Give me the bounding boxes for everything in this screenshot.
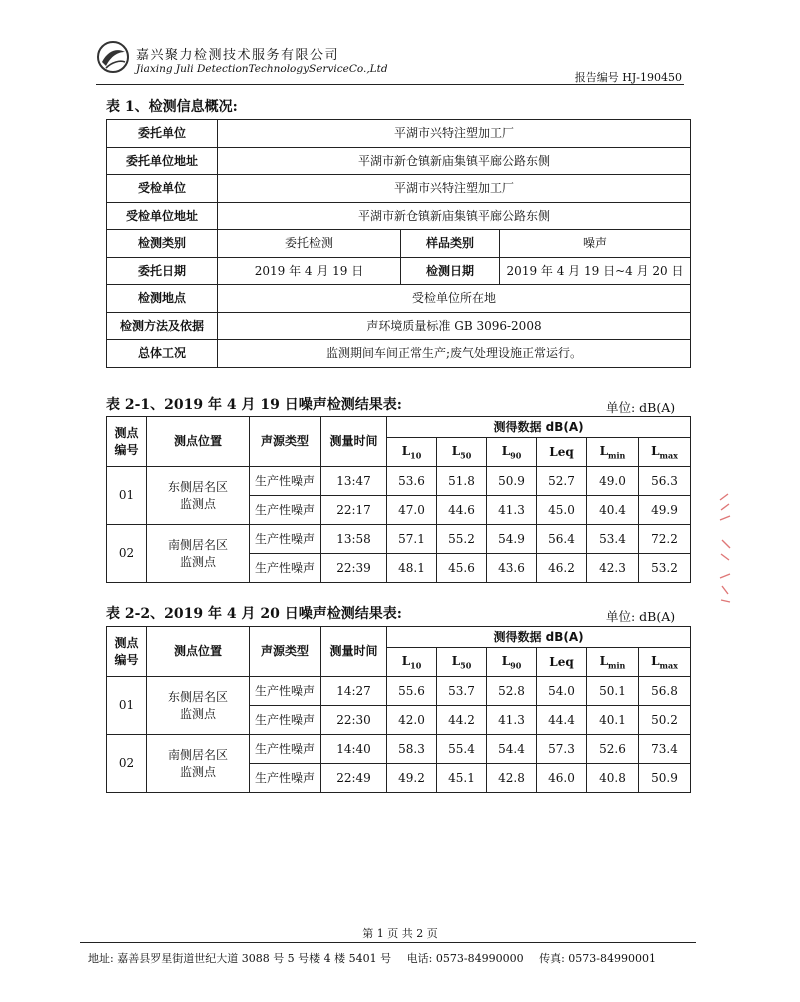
table21-unit: 单位: dB(A) — [606, 400, 676, 415]
value-cell: 54.0 — [537, 677, 587, 706]
sample-type-label: 样品类别 — [401, 230, 500, 258]
measured-data-header: 测得数据 dB(A) — [387, 627, 691, 648]
table-row — [107, 735, 691, 764]
table-row — [107, 202, 691, 230]
table-row — [107, 230, 691, 258]
table-row — [107, 467, 691, 496]
source-type: 生产性噪声 — [250, 554, 321, 583]
table-row — [107, 312, 691, 340]
value-cell: 47.0 — [387, 496, 437, 525]
value-cell: 46.0 — [537, 764, 587, 793]
measure-time: 22:30 — [321, 706, 387, 735]
footer-phone: 电话: 0573-84990000 — [406, 952, 524, 965]
footer-divider — [80, 942, 696, 943]
col-l90-header: $L_{90}$ — [487, 438, 537, 467]
table-header-row — [107, 417, 691, 438]
col-leq-header: Leq — [537, 438, 587, 467]
value-cell: 53.7 — [437, 677, 487, 706]
source-type-header: 声源类型 — [250, 627, 321, 677]
value-cell: 73.4 — [639, 735, 691, 764]
point-no: 01 — [107, 677, 147, 735]
value-cell: 46.2 — [537, 554, 587, 583]
footer-contact — [88, 950, 668, 966]
point-location-header: 测点位置 — [147, 627, 250, 677]
value-cell: 49.9 — [639, 496, 691, 525]
inspected-address-label: 受检单位地址 — [107, 202, 218, 230]
value-cell: 56.3 — [639, 467, 691, 496]
value-cell: 45.0 — [537, 496, 587, 525]
point-location: 东侧居名区 监测点 — [147, 467, 250, 525]
value-cell: 55.6 — [387, 677, 437, 706]
col-lmin-header: $L_{min}$ — [587, 438, 639, 467]
value-cell: 44.6 — [437, 496, 487, 525]
value-cell: 55.4 — [437, 735, 487, 764]
value-cell: 41.3 — [487, 706, 537, 735]
value-cell: 54.4 — [487, 735, 537, 764]
value-cell: 50.1 — [587, 677, 639, 706]
source-type: 生产性噪声 — [250, 764, 321, 793]
value-cell: 56.4 — [537, 525, 587, 554]
table-header-row — [107, 627, 691, 648]
value-cell: 52.7 — [537, 467, 587, 496]
company-name-en: Jiaxing Juli DetectionTechnologyServiceCo.,Ltd — [136, 63, 388, 75]
point-no-header: 测点 编号 — [107, 417, 147, 467]
source-type-header: 声源类型 — [250, 417, 321, 467]
method-label: 检测方法及依据 — [107, 312, 218, 340]
test-date-value: 2019 年 4 月 19 日~4 月 20 日 — [500, 257, 691, 285]
client-address-label: 委托单位地址 — [107, 147, 218, 175]
measure-time: 22:17 — [321, 496, 387, 525]
value-cell: 53.2 — [639, 554, 691, 583]
value-cell: 54.9 — [487, 525, 537, 554]
location-value: 受检单位所在地 — [218, 285, 691, 313]
point-location: 南侧居名区 监测点 — [147, 525, 250, 583]
measure-time-header: 测量时间 — [321, 627, 387, 677]
value-cell: 44.2 — [437, 706, 487, 735]
table-row — [107, 147, 691, 175]
location-label: 检测地点 — [107, 285, 218, 313]
table-row — [107, 525, 691, 554]
table-row — [107, 285, 691, 313]
sample-type-value: 噪声 — [500, 230, 691, 258]
seal-stamp-fragment — [718, 490, 732, 610]
value-cell: 53.4 — [587, 525, 639, 554]
table21-title: 表 2-1、2019 年 4 月 19 日噪声检测结果表: — [106, 397, 402, 413]
value-cell: 52.8 — [487, 677, 537, 706]
source-type: 生产性噪声 — [250, 677, 321, 706]
value-cell: 50.9 — [639, 764, 691, 793]
commission-date-value: 2019 年 4 月 19 日 — [218, 257, 401, 285]
measure-time: 14:27 — [321, 677, 387, 706]
source-type: 生产性噪声 — [250, 735, 321, 764]
value-cell: 50.9 — [487, 467, 537, 496]
measure-time: 13:47 — [321, 467, 387, 496]
condition-value: 监测期间车间正常生产;废气处理设施正常运行。 — [218, 340, 691, 368]
point-location-header: 测点位置 — [147, 417, 250, 467]
table22-unit: 单位: dB(A) — [606, 609, 676, 624]
noise-table-0420 — [106, 626, 691, 793]
measured-data-header: 测得数据 dB(A) — [387, 417, 691, 438]
measure-time: 13:58 — [321, 525, 387, 554]
col-l10-header: $L_{10}$ — [387, 648, 437, 677]
value-cell: 52.6 — [587, 735, 639, 764]
measure-time-header: 测量时间 — [321, 417, 387, 467]
inspected-unit-value: 平湖市兴特注塑加工厂 — [218, 175, 691, 203]
value-cell: 53.6 — [387, 467, 437, 496]
value-cell: 56.8 — [639, 677, 691, 706]
report-number: 报告编号 HJ-190450 — [574, 71, 682, 84]
col-l50-header: $L_{50}$ — [437, 648, 487, 677]
footer-fax: 传真: 0573-84990001 — [539, 952, 656, 965]
measure-time: 14:40 — [321, 735, 387, 764]
value-cell: 44.4 — [537, 706, 587, 735]
condition-label: 总体工况 — [107, 340, 218, 368]
inspected-unit-label: 受检单位 — [107, 175, 218, 203]
value-cell: 72.2 — [639, 525, 691, 554]
value-cell: 45.6 — [437, 554, 487, 583]
source-type: 生产性噪声 — [250, 496, 321, 525]
test-type-label: 检测类别 — [107, 230, 218, 258]
client-value: 平湖市兴特注塑加工厂 — [218, 120, 691, 148]
table-row — [107, 257, 691, 285]
point-no: 02 — [107, 735, 147, 793]
footer-address: 地址: 嘉善县罗星街道世纪大道 3088 号 5 号楼 4 楼 5401 号 — [88, 952, 392, 965]
table-row — [107, 340, 691, 368]
value-cell: 42.8 — [487, 764, 537, 793]
company-logo-icon — [96, 40, 130, 74]
commission-date-label: 委托日期 — [107, 257, 218, 285]
point-no: 02 — [107, 525, 147, 583]
method-value: 声环境质量标准 GB 3096-2008 — [218, 312, 691, 340]
value-cell: 49.0 — [587, 467, 639, 496]
test-date-label: 检测日期 — [401, 257, 500, 285]
value-cell: 50.2 — [639, 706, 691, 735]
value-cell: 48.1 — [387, 554, 437, 583]
company-name-cn: 嘉兴聚力检测技术服务有限公司 — [136, 48, 340, 63]
table-row — [107, 677, 691, 706]
info-table — [106, 119, 691, 368]
source-type: 生产性噪声 — [250, 706, 321, 735]
measure-time: 22:49 — [321, 764, 387, 793]
measure-time: 22:39 — [321, 554, 387, 583]
table22-title: 表 2-2、2019 年 4 月 20 日噪声检测结果表: — [106, 606, 402, 622]
client-label: 委托单位 — [107, 120, 218, 148]
point-location: 东侧居名区 监测点 — [147, 677, 250, 735]
value-cell: 51.8 — [437, 467, 487, 496]
header-divider — [96, 84, 684, 85]
test-type-value: 委托检测 — [218, 230, 401, 258]
col-lmin-header: $L_{min}$ — [587, 648, 639, 677]
value-cell: 41.3 — [487, 496, 537, 525]
point-no: 01 — [107, 467, 147, 525]
value-cell: 42.0 — [387, 706, 437, 735]
col-l90-header: $L_{90}$ — [487, 648, 537, 677]
value-cell: 57.3 — [537, 735, 587, 764]
value-cell: 58.3 — [387, 735, 437, 764]
value-cell: 40.1 — [587, 706, 639, 735]
col-lmax-header: $L_{max}$ — [639, 438, 691, 467]
col-l10-header: $L_{10}$ — [387, 438, 437, 467]
point-location: 南侧居名区 监测点 — [147, 735, 250, 793]
page-number: 第 1 页 共 2 页 — [362, 927, 438, 940]
client-address-value: 平湖市新仓镇新庙集镇平廊公路东侧 — [218, 147, 691, 175]
inspected-address-value: 平湖市新仓镇新庙集镇平廊公路东侧 — [218, 202, 691, 230]
value-cell: 49.2 — [387, 764, 437, 793]
source-type: 生产性噪声 — [250, 467, 321, 496]
value-cell: 42.3 — [587, 554, 639, 583]
col-lmax-header: $L_{max}$ — [639, 648, 691, 677]
source-type: 生产性噪声 — [250, 525, 321, 554]
col-leq-header: Leq — [537, 648, 587, 677]
table1-title: 表 1、检测信息概况: — [106, 99, 238, 115]
value-cell: 55.2 — [437, 525, 487, 554]
value-cell: 43.6 — [487, 554, 537, 583]
value-cell: 40.4 — [587, 496, 639, 525]
col-l50-header: $L_{50}$ — [437, 438, 487, 467]
table-row — [107, 120, 691, 148]
point-no-header: 测点 编号 — [107, 627, 147, 677]
table-row — [107, 175, 691, 203]
value-cell: 57.1 — [387, 525, 437, 554]
noise-table-0419 — [106, 416, 691, 583]
value-cell: 40.8 — [587, 764, 639, 793]
value-cell: 45.1 — [437, 764, 487, 793]
